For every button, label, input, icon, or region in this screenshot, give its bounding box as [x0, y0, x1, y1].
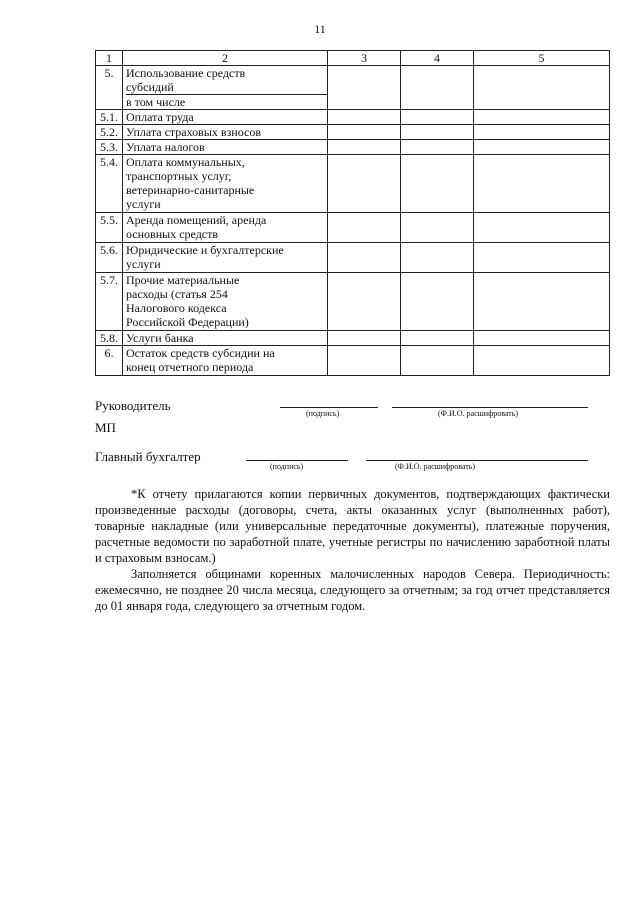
row-label [123, 213, 328, 243]
report-table [95, 50, 610, 376]
value-cell-4[interactable] [401, 110, 474, 125]
value-cell-3[interactable] [328, 110, 401, 125]
value-cell-5[interactable] [474, 213, 610, 243]
value-cell-5[interactable] [474, 243, 610, 273]
row-label-line: Остаток средств субсидии на [126, 346, 275, 360]
row-label-line: ветеринарно-санитарные [126, 183, 255, 197]
row-number: 6. [96, 346, 123, 376]
row-label-line: Прочие материальные [126, 273, 240, 287]
table-row [96, 155, 610, 213]
value-cell-5[interactable] [474, 346, 610, 376]
row-label [123, 125, 328, 140]
accountant-name-line[interactable] [366, 460, 588, 461]
row-label-line: Оплата коммунальных, [126, 155, 245, 169]
table-row [96, 140, 610, 155]
page-number: 11 [314, 22, 326, 36]
value-cell-3[interactable] [328, 125, 401, 140]
row-label-line: Уплата налогов [126, 140, 205, 154]
row-label [123, 346, 328, 376]
row-number: 5.5. [96, 213, 123, 243]
row-label [123, 155, 328, 213]
row-label [123, 140, 328, 155]
accountant-signature-line[interactable] [246, 460, 348, 461]
row-label-line: услуги [126, 257, 161, 271]
value-cell-4[interactable] [401, 66, 474, 110]
value-cell-4[interactable] [401, 243, 474, 273]
row-label [123, 331, 328, 346]
instructions-paragraph: Заполняется общинами коренных малочисленных народов Севера. Периодичность: ежемесячно, не позднее 20 числа месяца, следующего за отчетным; за год отчет представляется до 01 января года, следующего за отчетным годом. [95, 567, 610, 613]
table-row [96, 331, 610, 346]
row-label-line: основных средств [126, 227, 219, 241]
value-cell-3[interactable] [328, 155, 401, 213]
row-label-line: Уплата страховых взносов [126, 125, 262, 139]
attachment-paragraph: *К отчету прилагаются копии первичных документов, подтверждающих фактически произведенные расходы (договоры, счета, акты оказанных услуг (выполненных работ), товарные накладные (или универсальные передаточные документы), платежные поручения, расчетные ведомости по заработной плате, учетные регистры по начислению заработной платы и страховым взносам.) [95, 487, 610, 565]
row-label-line: в том числе [126, 95, 186, 109]
column-header-4: 4 [401, 51, 474, 66]
row-label-line: транспортных услуг, [126, 169, 232, 183]
row-label-line: Юридические и бухгалтерские [126, 243, 284, 257]
value-cell-5[interactable] [474, 140, 610, 155]
value-cell-3[interactable] [328, 140, 401, 155]
row-label [123, 110, 328, 125]
table-row [96, 213, 610, 243]
value-cell-5[interactable] [474, 66, 610, 110]
head-signature-label: Руководитель [95, 398, 171, 413]
value-cell-4[interactable] [401, 273, 474, 331]
row-label [123, 273, 328, 331]
accountant-name-caption: (Ф.И.О. расшифровать) [395, 462, 476, 471]
value-cell-3[interactable] [328, 273, 401, 331]
column-header-2: 2 [123, 51, 328, 66]
column-header-5: 5 [474, 51, 610, 66]
table-row [96, 273, 610, 331]
row-label-line: конец отчетного периода [126, 360, 254, 374]
row-label-line: Оплата труда [126, 110, 194, 124]
row-label-line: услуги [126, 197, 161, 211]
value-cell-5[interactable] [474, 125, 610, 140]
head-signature-line[interactable] [280, 407, 378, 408]
row-number: 5.1. [96, 110, 123, 125]
row-label-line: Налогового кодекса [126, 301, 227, 315]
value-cell-3[interactable] [328, 66, 401, 110]
value-cell-3[interactable] [328, 346, 401, 376]
accountant-signature-label: Главный бухгалтер [95, 449, 201, 464]
value-cell-4[interactable] [401, 140, 474, 155]
value-cell-4[interactable] [401, 346, 474, 376]
value-cell-5[interactable] [474, 155, 610, 213]
accountant-signature-caption: (подпись) [270, 462, 304, 471]
row-number: 5.4. [96, 155, 123, 213]
table-row [96, 66, 610, 110]
row-number: 5.7. [96, 273, 123, 331]
row-label [123, 66, 328, 110]
row-number: 5. [96, 66, 123, 110]
table-row [96, 243, 610, 273]
value-cell-4[interactable] [401, 155, 474, 213]
row-number: 5.8. [96, 331, 123, 346]
table-header-row [96, 51, 610, 66]
column-header-3: 3 [328, 51, 401, 66]
value-cell-3[interactable] [328, 243, 401, 273]
row-number: 5.6. [96, 243, 123, 273]
value-cell-4[interactable] [401, 331, 474, 346]
row-label-line: Услуги банка [126, 331, 194, 345]
head-name-caption: (Ф.И.О. расшифровать) [438, 409, 519, 418]
row-label [123, 243, 328, 273]
value-cell-5[interactable] [474, 331, 610, 346]
value-cell-5[interactable] [474, 273, 610, 331]
row-label-line: субсидий [126, 80, 327, 95]
column-header-1: 1 [96, 51, 123, 66]
row-label-line: Использование средств [126, 66, 246, 80]
head-name-line[interactable] [392, 407, 588, 408]
attachment-note [95, 486, 610, 614]
row-label-line: Аренда помещений, аренда [126, 213, 267, 227]
value-cell-3[interactable] [328, 213, 401, 243]
table-row [96, 125, 610, 140]
row-number: 5.2. [96, 125, 123, 140]
table-row [96, 346, 610, 376]
stamp-label: МП [95, 420, 116, 435]
value-cell-3[interactable] [328, 331, 401, 346]
row-number: 5.3. [96, 140, 123, 155]
value-cell-5[interactable] [474, 110, 610, 125]
head-signature-caption: (подпись) [306, 409, 340, 418]
table-row [96, 110, 610, 125]
value-cell-4[interactable] [401, 125, 474, 140]
row-label-line: расходы (статья 254 [126, 287, 228, 301]
row-label-line: Российской Федерации) [126, 315, 249, 329]
value-cell-4[interactable] [401, 213, 474, 243]
